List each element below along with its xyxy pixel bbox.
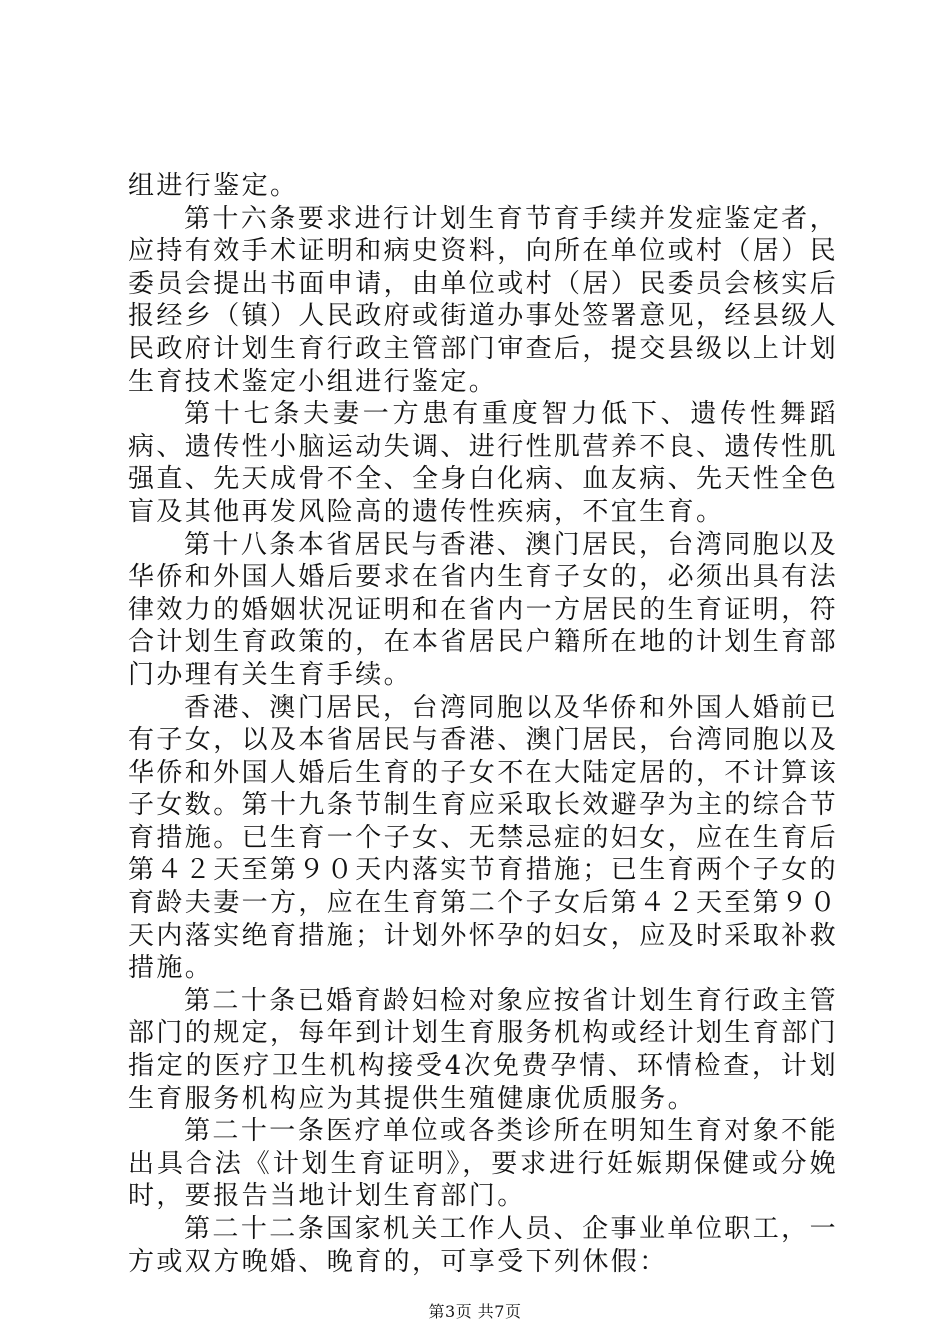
paragraph: 第十八条本省居民与香港、澳门居民，台湾同胞以及华侨和外国人婚后要求在省内生育子女的，必须出具有法律效力的婚姻状况证明和在省内一方居民的生育证明，符合计划生育政策的，在本省居民户籍所在地的计划生育部门办理有关生育手续。 bbox=[128, 529, 839, 690]
paragraph: 第二十二条国家机关工作人员、企事业单位职工，一方或双方晚婚、晚育的，可享受下列休假： bbox=[128, 1214, 838, 1277]
page-number-footer: 第3页 共7页 bbox=[428, 1302, 522, 1321]
document-body bbox=[128, 170, 838, 1278]
paragraph: 组进行鉴定。 bbox=[128, 171, 299, 201]
paragraph: 第十七条夫妻一方患有重度智力低下、遗传性舞蹈病、遗传性小脑运动失调、进行性肌营养不良、遗传性肌强直、先天成骨不全、全身白化病、血友病、先天性全色盲及其他再发风险高的遗传性疾病，不宜生育。 bbox=[128, 399, 839, 527]
paragraph: 第十六条要求进行计划生育节育手续并发症鉴定者，应持有效手术证明和病史资料，向所在单位或村（居）民委员会提出书面申请，由单位或村（居）民委员会核实后报经乡（镇）人民政府或街道办事处签署意见，经县级人民政府计划生育行政主管部门审查后，提交县级以上计划生育技术鉴定小组进行鉴定。 bbox=[128, 203, 839, 397]
paragraph: 第二十一条医疗单位或各类诊所在明知生育对象不能出具合法《计划生育证明》，要求进行妊娠期保健或分娩时，要报告当地计划生育部门。 bbox=[128, 1116, 838, 1212]
paragraph: 第二十条已婚育龄妇检对象应按省计划生育行政主管部门的规定，每年到计划生育服务机构或经计划生育部门指定的医疗卫生机构接受4次免费孕情、环情检查，计划生育服务机构应为其提供生殖健康优质服务。 bbox=[128, 985, 839, 1114]
paragraph: 香港、澳门居民，台湾同胞以及华侨和外国人婚前已有子女，以及本省居民与香港、澳门居民，台湾同胞以及华侨和外国人婚后生育的子女不在大陆定居的，不计算该子女数。第十九条节制生育应采取长效避孕为主的综合节育措施。已生育一个子女、无禁忌症的妇女，应在生育后第４２天至第９０天内落实节育措施；已生育两个子女的育龄夫妻一方，应在生育第二个子女后第４２天至第９０天内落实绝育措施；计划外怀孕的妇女，应及时采取补救措施。 bbox=[128, 692, 839, 984]
